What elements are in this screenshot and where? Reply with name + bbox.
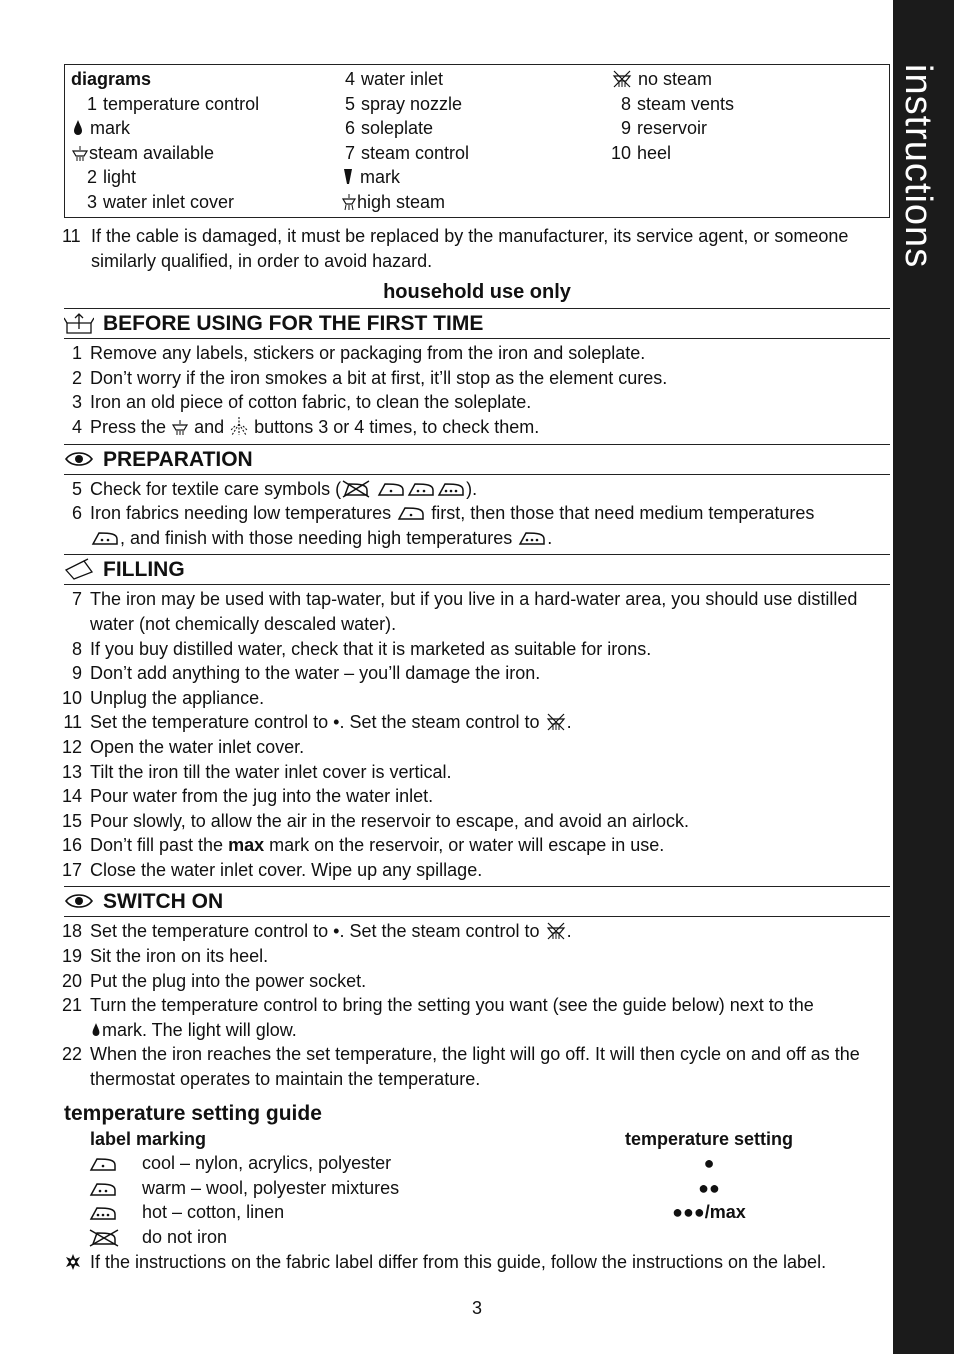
no-steam-icon — [545, 713, 567, 731]
list-item: 20 Put the plug into the power socket. — [61, 970, 367, 991]
list-item: 7 The iron may be used with tap-water, but if you live in a hard-water area, you should use distilled water (not chemically descaled water). — [71, 589, 858, 634]
diagram-item: high steam — [341, 190, 469, 215]
drop-mark-icon — [90, 1021, 102, 1039]
diagrams-title: diagrams — [71, 69, 152, 89]
cable-warning: 11 If the cable is damaged, it must be replaced by the manufacturer, its service agent, or someone similarly qualified, in order to avoid hazard. — [62, 226, 849, 271]
household-heading: household use only — [383, 281, 571, 304]
iron-two-dot-icon — [90, 529, 120, 547]
arrow-mark-icon — [341, 168, 355, 186]
diagram-item: 3 water inlet cover — [86, 191, 235, 212]
guide-footnote: If the instructions on the fabric label differ from this guide, follow the instructions on the label. — [64, 1250, 890, 1275]
list-item: 18 Set the temperature control to •. Set the steam control to . — [61, 921, 572, 942]
diagram-item: steam available — [71, 141, 259, 166]
list-item: 12 Open the water inlet cover. — [61, 736, 305, 757]
diagrams-col-3 — [611, 67, 734, 165]
iron-one-dot-icon — [396, 504, 426, 522]
filling-items — [61, 585, 890, 886]
diagram-item: 1 temperature control — [86, 93, 260, 114]
diagram-item: 6 soleplate — [344, 118, 434, 139]
eye-icon — [64, 890, 94, 912]
diagrams-col-2 — [341, 67, 469, 215]
iron-three-dot-icon — [88, 1204, 118, 1222]
diagrams-col-1 — [71, 67, 259, 215]
dot-mark: • — [333, 712, 340, 733]
guide-row: hot – cotton, linen ●●●/max — [64, 1200, 890, 1225]
list-item: 3 Iron an old piece of cotton fabric, to clean the soleplate. — [71, 392, 532, 413]
list-item: 17 Close the water inlet cover. Wipe up any spillage. — [61, 859, 483, 880]
guide-row: cool – nylon, acrylics, polyester ● — [64, 1151, 890, 1176]
dot-mark: • — [333, 921, 340, 942]
star-icon — [64, 1253, 82, 1271]
list-item: 8 If you buy distilled water, check that it is marketed as suitable for irons. — [71, 638, 652, 659]
list-item: 1 Remove any labels, stickers or packaging from the iron and soleplate. — [71, 343, 646, 364]
list-item: 4 Press the and buttons 3 or 4 times, to check them. — [71, 416, 540, 437]
list-item: 19 Sit the iron on its heel. — [61, 946, 269, 967]
section-heading-preparation: PREPARATION — [64, 444, 890, 475]
iron-two-dot-icon — [406, 480, 436, 498]
list-item: 14 Pour water from the jug into the water inlet. — [61, 786, 434, 807]
guide-title: temperature setting guide — [64, 1101, 322, 1125]
list-item: 16 Don’t fill past the max mark on the reservoir, or water will escape in use. — [61, 835, 665, 856]
section-heading-before: BEFORE USING FOR THE FIRST TIME — [64, 308, 890, 339]
list-item: 10 Unplug the appliance. — [61, 687, 265, 708]
side-tab — [893, 0, 954, 1354]
do-not-iron-icon — [88, 1229, 120, 1247]
jug-pour-icon — [64, 558, 94, 580]
before-items — [64, 339, 890, 443]
list-item: 11 Set the temperature control to •. Set the steam control to . — [63, 712, 572, 733]
list-item: 9 Don’t add anything to the water – you’ll damage the iron. — [71, 663, 541, 684]
iron-two-dot-icon — [88, 1180, 118, 1198]
diagram-item: 9 reservoir — [620, 118, 708, 139]
diagram-item: 8 steam vents — [620, 93, 735, 114]
steam-available-icon — [171, 418, 189, 436]
no-steam-icon — [545, 922, 567, 940]
iron-one-dot-icon — [376, 480, 406, 498]
side-tab-label: instructions — [897, 64, 939, 269]
list-item: 2 Don’t worry if the iron smokes a bit at first, it’ll stop as the element cures. — [71, 367, 668, 388]
drop-mark-icon — [71, 119, 85, 137]
diagrams-box — [64, 64, 890, 218]
iron-three-dot-icon — [517, 529, 547, 547]
do-not-iron-icon — [341, 480, 371, 498]
steam-available-icon — [71, 144, 89, 162]
diagram-item: mark — [71, 116, 259, 141]
page-number: 3 — [471, 1298, 482, 1318]
eye-icon — [64, 448, 94, 470]
guide-row: warm – wool, polyester mixtures ●● — [64, 1176, 890, 1201]
section-heading-switch-on: SWITCH ON — [64, 886, 890, 917]
diagram-item: 4 water inlet — [344, 69, 444, 89]
list-item: 13 Tilt the iron till the water inlet cover is vertical. — [61, 761, 452, 782]
diagram-item: mark — [341, 165, 469, 190]
list-item: 6 Iron fabrics needing low temperatures first, then those that need medium temperatures , and finish with those needing high temperatures . — [71, 503, 815, 548]
no-steam-icon — [611, 70, 633, 88]
high-steam-icon — [341, 193, 357, 211]
guide-header: label marking temperature setting — [90, 1128, 794, 1149]
diagram-item: 7 steam control — [344, 142, 470, 163]
list-item: 21 Turn the temperature control to bring the setting you want (see the guide below) next to the mark. The light will glow. — [61, 995, 814, 1040]
iron-three-dot-icon — [436, 480, 466, 498]
list-item: 22 When the iron reaches the set temperature, the light will go off. It will then cycle on and off as the thermostat operates to maintain the temperature. — [61, 1044, 860, 1090]
diagram-item: 10 heel — [611, 142, 672, 163]
spray-icon — [229, 416, 249, 436]
instruction-page — [61, 64, 890, 1274]
diagram-item: 2 light — [86, 167, 137, 188]
box-unpack-icon — [64, 312, 94, 334]
temperature-guide — [64, 1127, 890, 1250]
section-heading-filling: FILLING — [64, 554, 890, 585]
switch-on-items — [61, 917, 890, 1095]
list-item: 5 Check for textile care symbols ( ). — [71, 478, 478, 499]
diagram-item: 5 spray nozzle — [344, 93, 463, 114]
list-item: 15 Pour slowly, to allow the air in the reservoir to escape, and avoid an airlock. — [61, 810, 689, 831]
diagram-item: no steam — [611, 67, 734, 92]
preparation-items — [64, 475, 890, 555]
guide-row: do not iron — [64, 1225, 890, 1250]
iron-one-dot-icon — [88, 1155, 118, 1173]
